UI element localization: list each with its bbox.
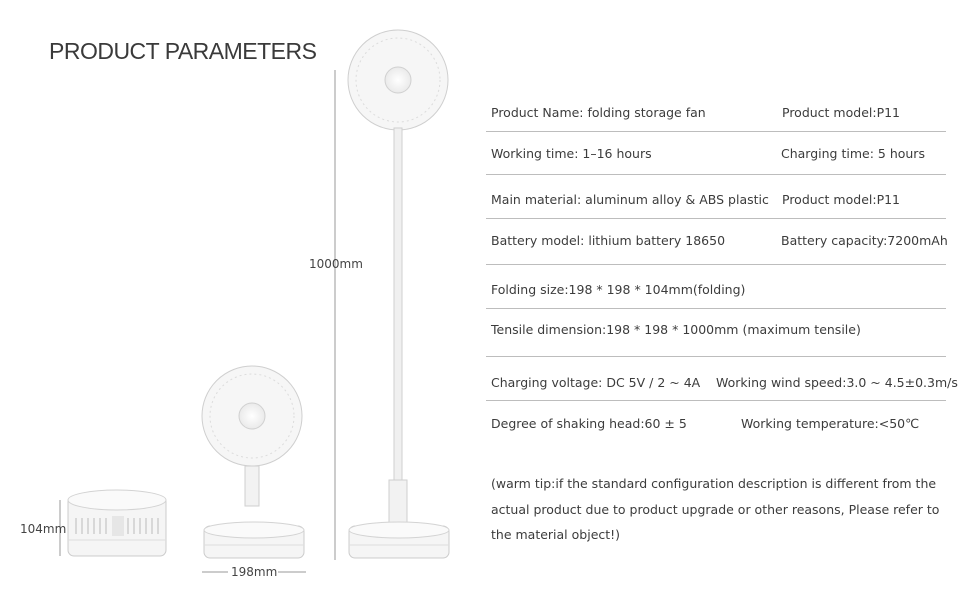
param-right: Working temperature:<50℃ <box>741 416 920 431</box>
divider <box>486 264 946 265</box>
folded-fan-image <box>68 490 166 556</box>
param-right: Charging time: 5 hours <box>781 146 925 161</box>
warm-tip-note: (warm tip:if the standard configuration description is different from the actual product due to product upgrade or other reasons, Please refer to the material object!) <box>491 476 940 542</box>
height-folded-label: 104mm <box>20 522 67 536</box>
param-right: Battery capacity:7200mAh <box>781 233 948 248</box>
divider <box>486 218 946 219</box>
param-left: Product Name: folding storage fan <box>491 105 706 120</box>
divider <box>486 400 946 401</box>
page-title: PRODUCT PARAMETERS <box>49 38 317 64</box>
param-right: Working wind speed:3.0 ~ 4.5±0.3m/s <box>716 375 958 390</box>
param-left: Degree of shaking head:60 ± 5 <box>491 416 687 431</box>
divider <box>486 356 946 357</box>
param-left: Folding size:198 * 198 * 104mm(folding) <box>491 282 746 297</box>
fan-illustration <box>0 0 480 600</box>
param-left: Main material: aluminum alloy & ABS plastic <box>491 192 769 207</box>
divider <box>486 131 946 132</box>
param-left: Working time: 1–16 hours <box>491 146 652 161</box>
param-right: Product model:P11 <box>782 192 901 207</box>
width-label: 198mm <box>231 565 278 579</box>
height-extended-label: 1000mm <box>309 257 363 271</box>
divider <box>486 174 946 175</box>
divider <box>486 308 946 309</box>
extended-fan-image <box>348 30 449 558</box>
medium-fan-image <box>202 366 304 558</box>
param-left: Charging voltage: DC 5V / 2 ~ 4A <box>491 375 701 390</box>
param-right: Product model:P11 <box>782 105 901 120</box>
param-left: Battery model: lithium battery 18650 <box>491 233 726 248</box>
param-left: Tensile dimension:198 * 198 * 1000mm (maximum tensile) <box>491 322 861 337</box>
